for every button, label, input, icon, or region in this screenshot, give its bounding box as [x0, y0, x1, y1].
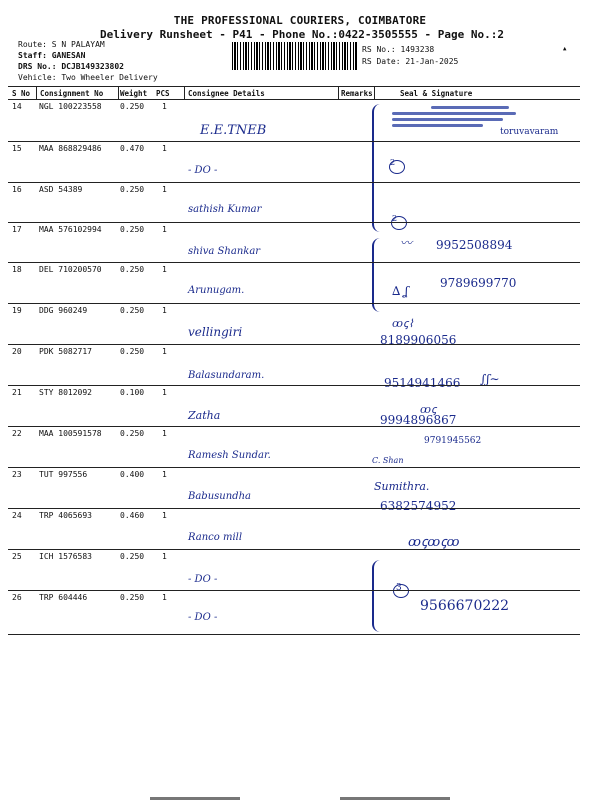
row-weight: 0.250 [120, 102, 145, 111]
drs-number: DRS No.: DCJB149323802 [18, 62, 124, 71]
rs-date: RS Date: 21-Jan-2025 [362, 57, 459, 66]
row-consignee: Zatha [188, 409, 221, 422]
corner-mark: ▴ [562, 44, 568, 54]
row-sno: 14 [12, 102, 22, 111]
row-pcs: 1 [162, 511, 167, 520]
signature-scribble: ∆ ʆ [392, 284, 409, 298]
signature-scribble: ꝏꞔ [420, 403, 437, 416]
col-header-pcs: PCS [156, 89, 170, 98]
row-sno: 17 [12, 225, 22, 234]
row-sno: 20 [12, 347, 22, 356]
row-signature: 8189906056 [380, 333, 457, 347]
row-pcs: 1 [162, 225, 167, 234]
staff-label: Staff: GANESAN [18, 51, 86, 60]
row-weight: 0.250 [120, 429, 145, 438]
row-consignment-no: DDG 960249 [39, 306, 88, 315]
row-divider [8, 385, 580, 386]
col-divider [36, 86, 37, 99]
signature-bracket [372, 238, 384, 312]
row-signature: 9566670222 [420, 598, 510, 614]
row-consignment-no: MAA 868829486 [39, 144, 102, 153]
row-pcs: 1 [162, 265, 167, 274]
rs-number: RS No.: 1493238 [362, 45, 435, 54]
barcode-image [232, 42, 358, 70]
row-pcs: 1 [162, 185, 167, 194]
col-divider [338, 86, 339, 99]
row-sno: 23 [12, 470, 22, 479]
col-header-consignment: Consignment No [40, 89, 104, 98]
row-consignee: Ranco mill [188, 532, 243, 543]
row-consignee: E.E.TNEB [200, 123, 267, 138]
row-sno: 21 [12, 388, 22, 397]
signature-name: C. Shan [372, 456, 404, 465]
row-consignee: - DO - [188, 612, 218, 623]
row-pcs: 1 [162, 593, 167, 602]
row-pcs: 1 [162, 144, 167, 153]
col-header-signature: Seal & Signature [400, 89, 473, 98]
row-consignee: shiva Shankar [188, 246, 261, 257]
row-pcs: 1 [162, 306, 167, 315]
col-header-sno: S No [12, 89, 31, 98]
row-signature: 9514941466 [384, 376, 461, 390]
row-sno: 22 [12, 429, 22, 438]
row-divider [8, 141, 580, 142]
row-signature: 9789699770 [440, 276, 517, 290]
row-signature: 9994896867 [380, 413, 457, 427]
runsheet-title: Delivery Runsheet - P41 - Phone No.:0422-3505555 - Page No.:2 [100, 28, 504, 41]
row-consignment-no: TRP 4065693 [39, 511, 92, 520]
row-weight: 0.250 [120, 265, 145, 274]
header-divider [8, 99, 580, 100]
row-consignment-no: TUT 997556 [39, 470, 88, 479]
row-sno: 24 [12, 511, 22, 520]
signature-scribble: 〰 [400, 236, 413, 250]
row-pcs: 1 [162, 102, 167, 111]
row-consignment-no: STY 8012092 [39, 388, 92, 397]
route-label: Route: S N PALAYAM [18, 40, 105, 49]
col-header-weight: Weight [120, 89, 148, 98]
row-consignment-no: ASD 54389 [39, 185, 83, 194]
row-divider [8, 467, 580, 468]
row-consignee: - DO - [188, 165, 218, 176]
row-consignee: Ramesh Sundar. [188, 450, 271, 461]
row-pcs: 1 [162, 470, 167, 479]
row-sno: 26 [12, 593, 22, 602]
row-consignee: Babusundha [188, 491, 251, 502]
row-weight: 0.250 [120, 185, 145, 194]
row-sno: 16 [12, 185, 22, 194]
row-divider [8, 182, 580, 183]
col-divider [184, 86, 185, 99]
col-header-consignee: Consignee Details [188, 89, 265, 98]
row-consignee: Arunugam. [188, 285, 245, 296]
row-sno: 15 [12, 144, 22, 153]
row-weight: 0.460 [120, 511, 145, 520]
vehicle-label: Vehicle: Two Wheeler Delivery [18, 73, 158, 82]
row-divider [8, 222, 580, 223]
row-signature: 9791945562 [424, 436, 482, 446]
row-pcs: 1 [162, 429, 167, 438]
signature-name: Sumithra. [374, 480, 430, 493]
row-weight: 0.250 [120, 347, 145, 356]
circle-mark-label: 3 [396, 583, 402, 593]
row-signature: toruvavaram [500, 127, 559, 137]
row-divider [8, 344, 580, 345]
table-top-border [8, 86, 580, 87]
row-consignment-no: TRP 604446 [39, 593, 88, 602]
row-divider [8, 303, 580, 304]
row-pcs: 1 [162, 388, 167, 397]
col-divider [118, 86, 119, 99]
row-consignment-no: MAA 576102994 [39, 225, 102, 234]
signature-scribble: ∫ʃ∼ [480, 372, 500, 386]
row-consignment-no: ICH 1576583 [39, 552, 92, 561]
row-consignee: - DO - [188, 574, 218, 585]
table-bottom-border [8, 634, 580, 635]
row-signature: 9952508894 [436, 238, 513, 252]
row-consignee: sathish Kumar [188, 204, 262, 215]
row-consignment-no: DEL 710200570 [39, 265, 102, 274]
row-consignee: Balasundaram. [188, 370, 265, 381]
row-consignment-no: MAA 100591578 [39, 429, 102, 438]
row-sno: 25 [12, 552, 22, 561]
signature-bracket [372, 560, 384, 632]
row-divider [8, 426, 580, 427]
signature-scribble: ꝏꞔ⌇ [392, 317, 414, 330]
row-signature: 6382574952 [380, 499, 457, 513]
row-weight: 0.100 [120, 388, 145, 397]
row-sno: 19 [12, 306, 22, 315]
company-title: THE PROFESSIONAL COURIERS, COIMBATORE [173, 14, 427, 27]
signature-bracket [372, 104, 384, 232]
row-consignment-no: NGL 100223558 [39, 102, 102, 111]
row-weight: 0.250 [120, 306, 145, 315]
row-weight: 0.470 [120, 144, 145, 153]
row-weight: 0.250 [120, 225, 145, 234]
col-divider [374, 86, 375, 99]
signature-scribble: ꝏꞔꝏꞔꝏ [408, 535, 460, 550]
circle-mark-label: 2 [392, 214, 398, 223]
row-weight: 0.250 [120, 593, 145, 602]
row-sno: 18 [12, 265, 22, 274]
row-pcs: 1 [162, 552, 167, 561]
row-weight: 0.250 [120, 552, 145, 561]
row-pcs: 1 [162, 347, 167, 356]
row-divider [8, 590, 580, 591]
row-consignment-no: PDK 5082717 [39, 347, 92, 356]
row-divider [8, 549, 580, 550]
circle-mark-label: 2 [390, 158, 396, 167]
row-consignee: vellingiri [188, 325, 243, 339]
row-divider [8, 508, 580, 509]
col-header-remarks: Remarks [341, 89, 373, 98]
row-weight: 0.400 [120, 470, 145, 479]
row-divider [8, 262, 580, 263]
